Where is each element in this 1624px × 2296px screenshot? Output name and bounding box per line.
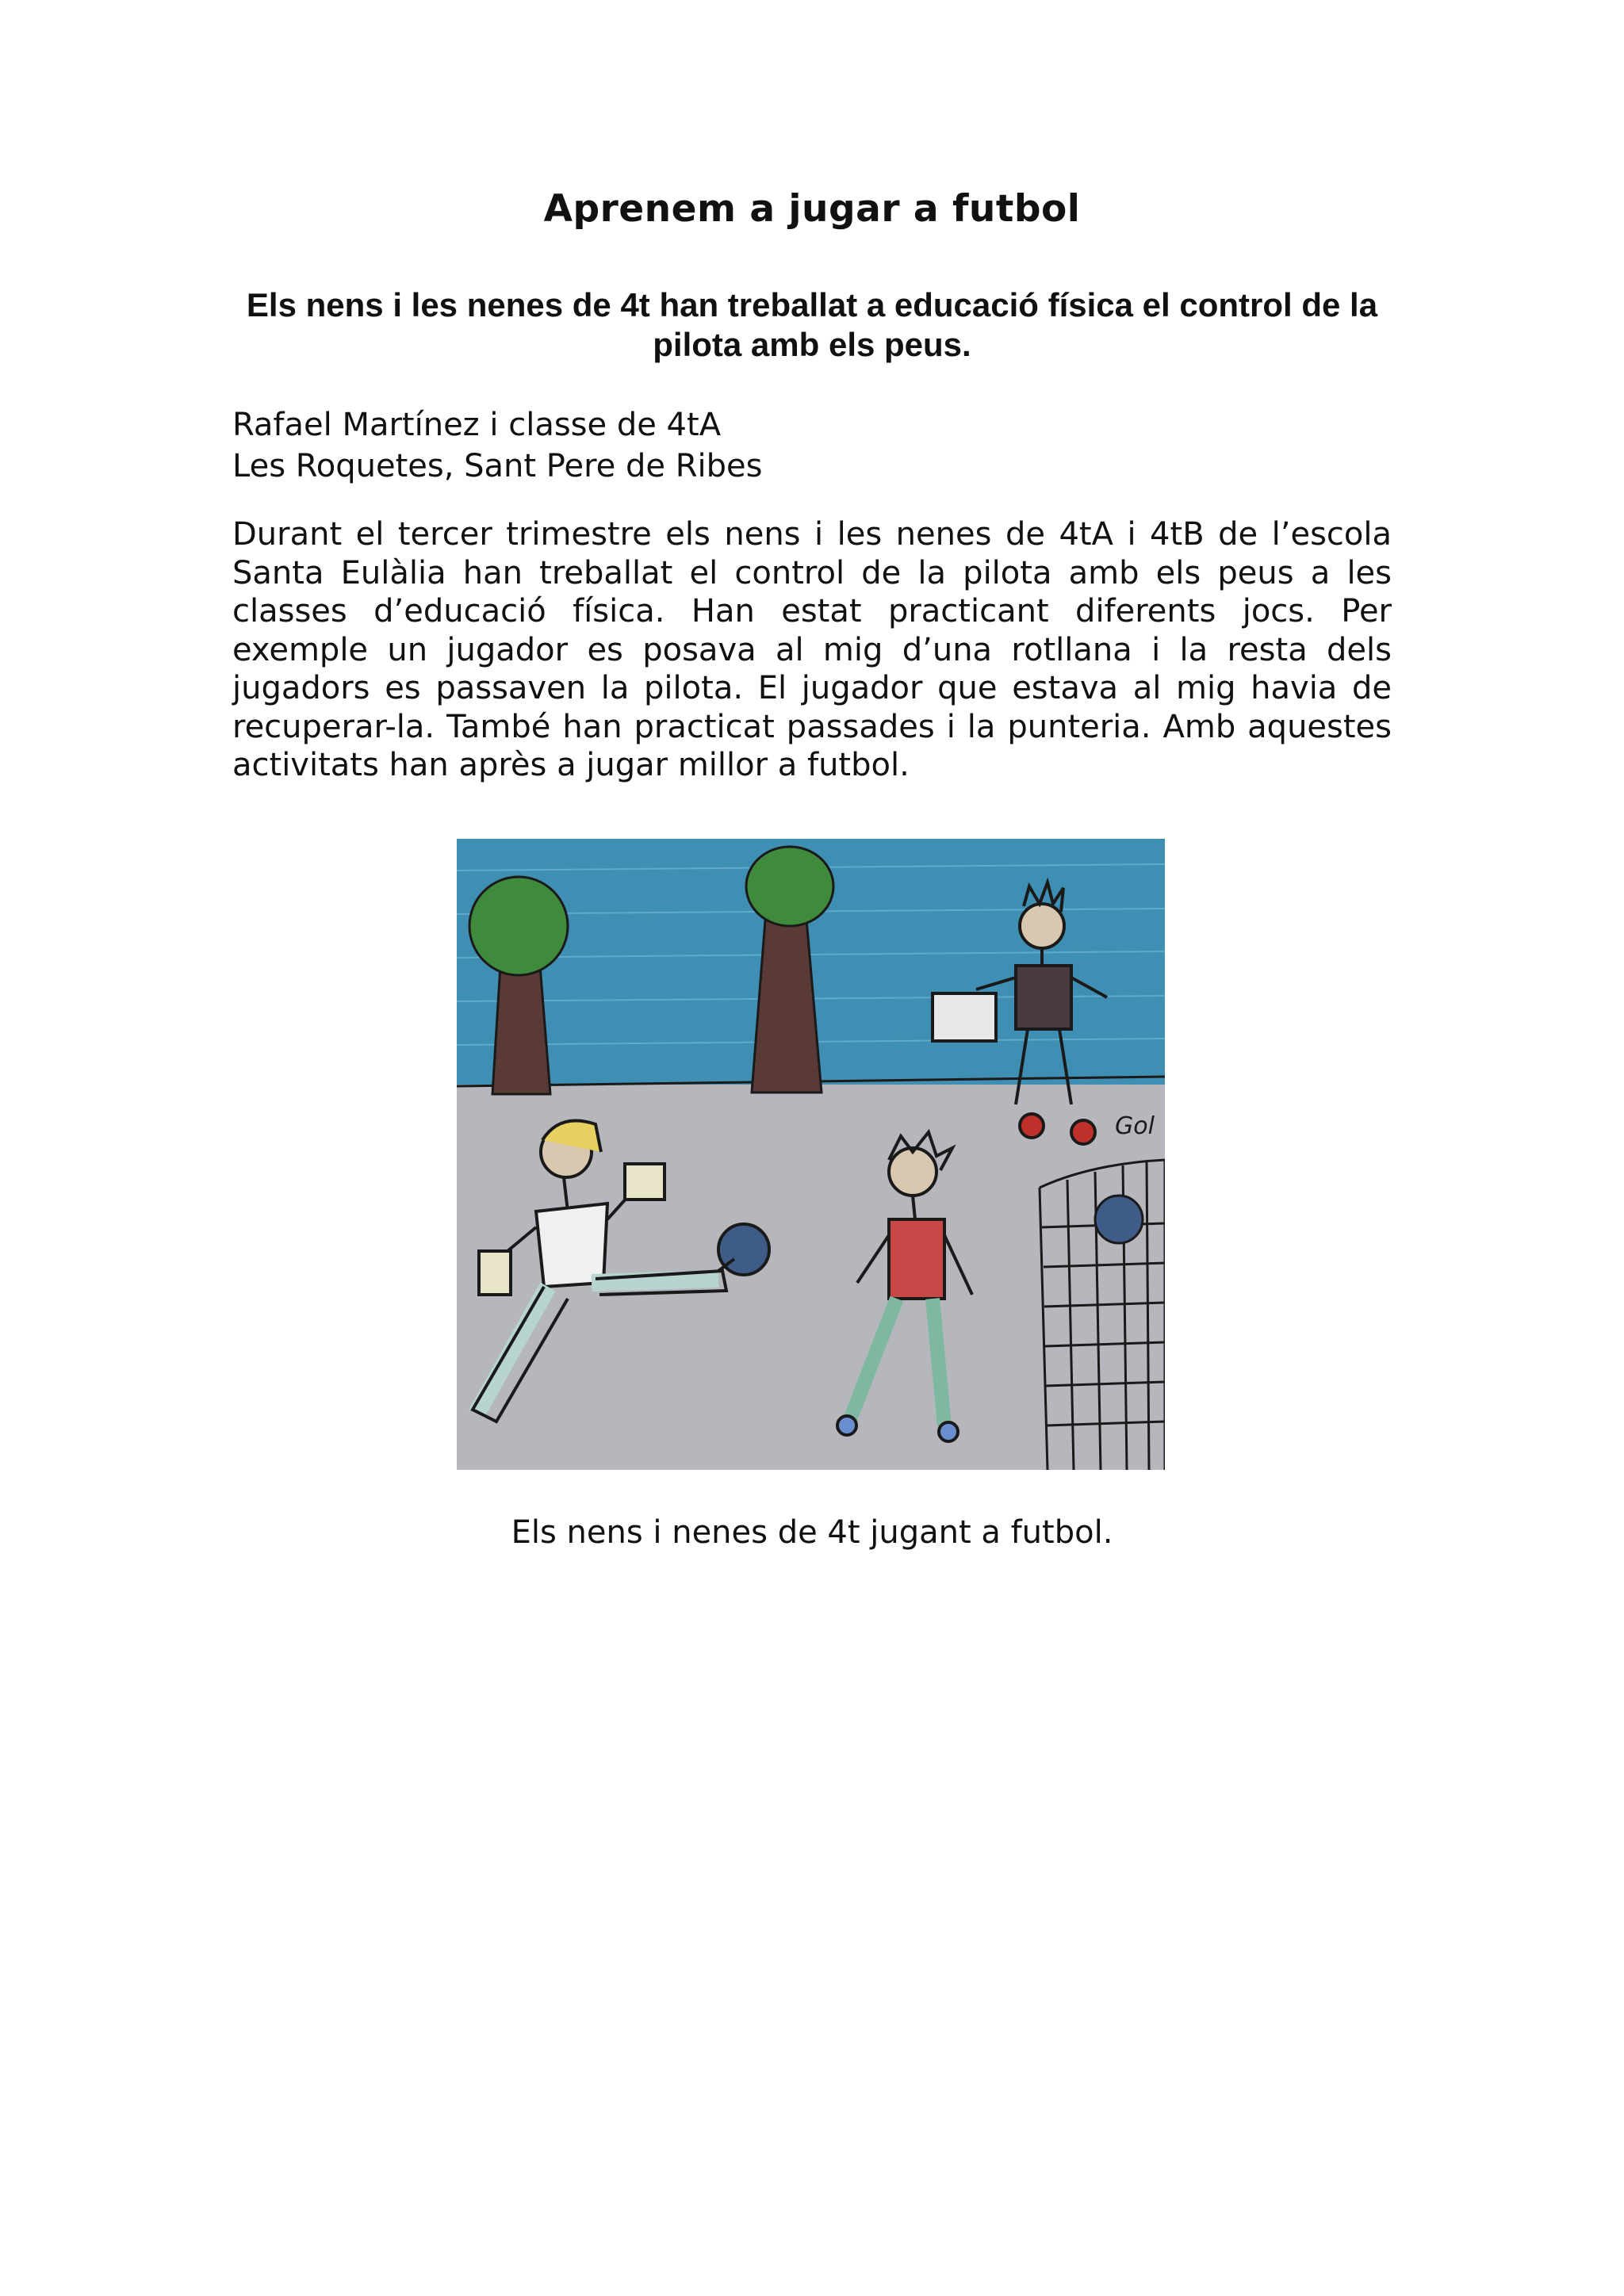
body-paragraph: Durant el tercer trimestre els nens i les nenes de 4tA i 4tB de l’escola Santa Eulàlia han treballat el control de la pilota amb els peus a les classes d’educació física. Han estat practicant diferents jocs. Per exemple un jugador es posava al mig d’una rotllana i la resta dels jugadors es passaven la pilota. El jugador que estava al mig havia de recuperar-la. També han practicat passades i la punteria. Amb aquestes activitats han après a jugar millor a futbol. [232, 516, 1392, 783]
children-drawing-illustration [457, 839, 1165, 1470]
location-line: Les Roquetes, Sant Pere de Ribes [232, 448, 763, 484]
author-line: Rafael Martínez i classe de 4tA [232, 407, 722, 443]
page-title: Aprenem a jugar a futbol [543, 187, 1081, 231]
gol-label: Gol [1115, 1112, 1155, 1140]
subtitle: Els nens i les nenes de 4t han treballat a educació física el control de la pilota amb els peus. [246, 286, 1378, 363]
figure-caption: Els nens i nenes de 4t jugant a futbol. [511, 1514, 1113, 1551]
byline [232, 404, 762, 487]
